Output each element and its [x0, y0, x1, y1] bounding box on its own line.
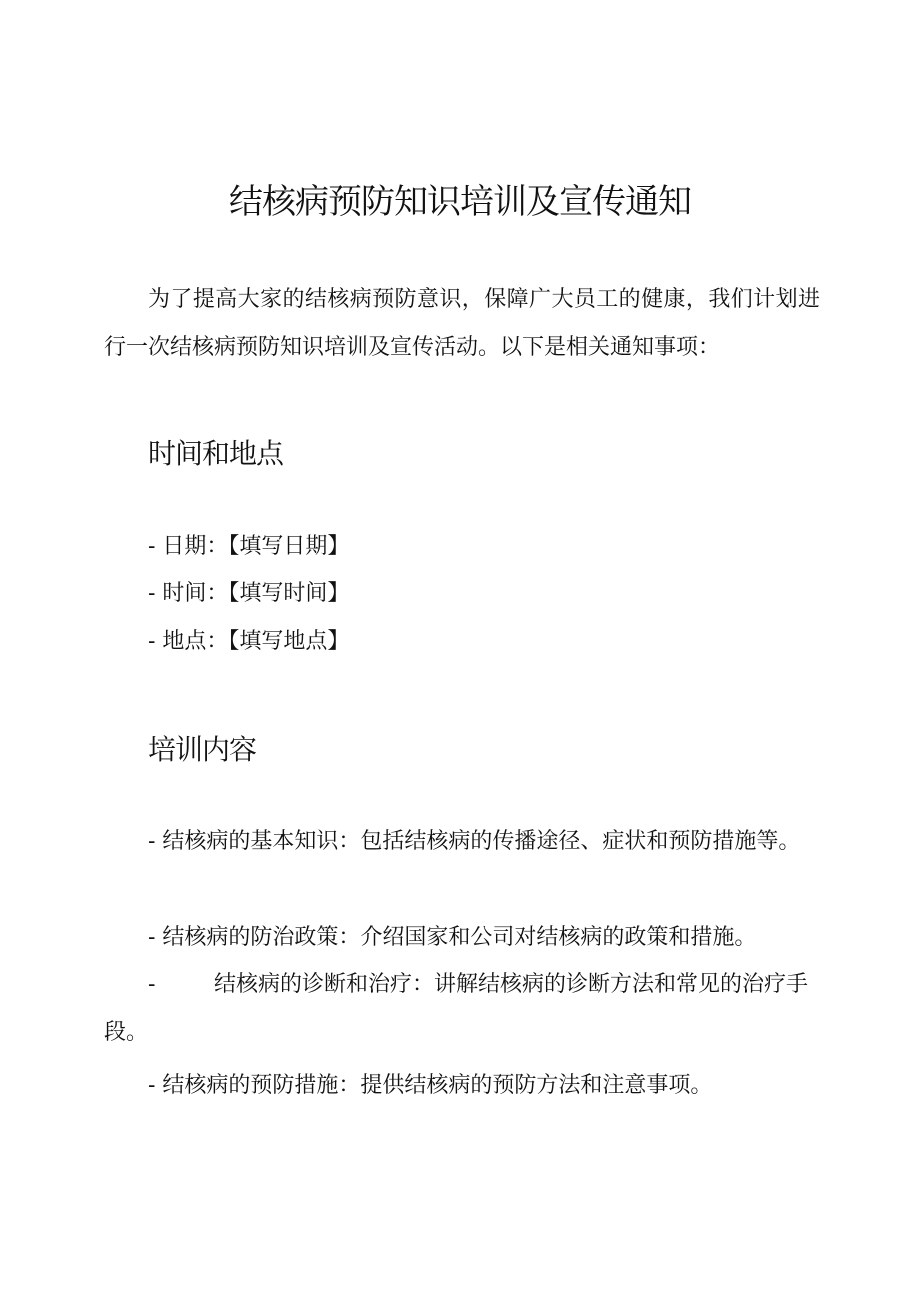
list-dash: -	[148, 972, 156, 997]
content-item-diagnosis	[104, 961, 820, 1057]
intro-paragraph: 为了提高大家的结核病预防意识，保障广大员工的健康，我们计划进行一次结核病预防知识培训及宣传活动。以下是相关通知事项：	[104, 287, 820, 360]
info-location: - 地点：【填写地点】	[148, 629, 350, 654]
info-date: - 日期：【填写日期】	[148, 534, 350, 559]
section-heading-time-place: 时间和地点	[148, 437, 284, 470]
content-item-basics: - 结核病的基本知识：包括结核病的传播途径、症状和预防措施等。	[148, 829, 801, 854]
content-item-policy: - 结核病的防治政策：介绍国家和公司对结核病的政策和措施。	[148, 925, 757, 950]
info-time: - 时间：【填写时间】	[148, 581, 350, 606]
section-heading-training-content: 培训内容	[148, 733, 257, 766]
document-title: 结核病预防知识培训及宣传通知	[229, 182, 691, 222]
content-item-diagnosis-text: 结核病的诊断和治疗：讲解结核病的诊断方法和常见的治疗手段。	[104, 972, 809, 1045]
content-item-prevention: - 结核病的预防措施：提供结核病的预防方法和注意事项。	[148, 1073, 713, 1098]
